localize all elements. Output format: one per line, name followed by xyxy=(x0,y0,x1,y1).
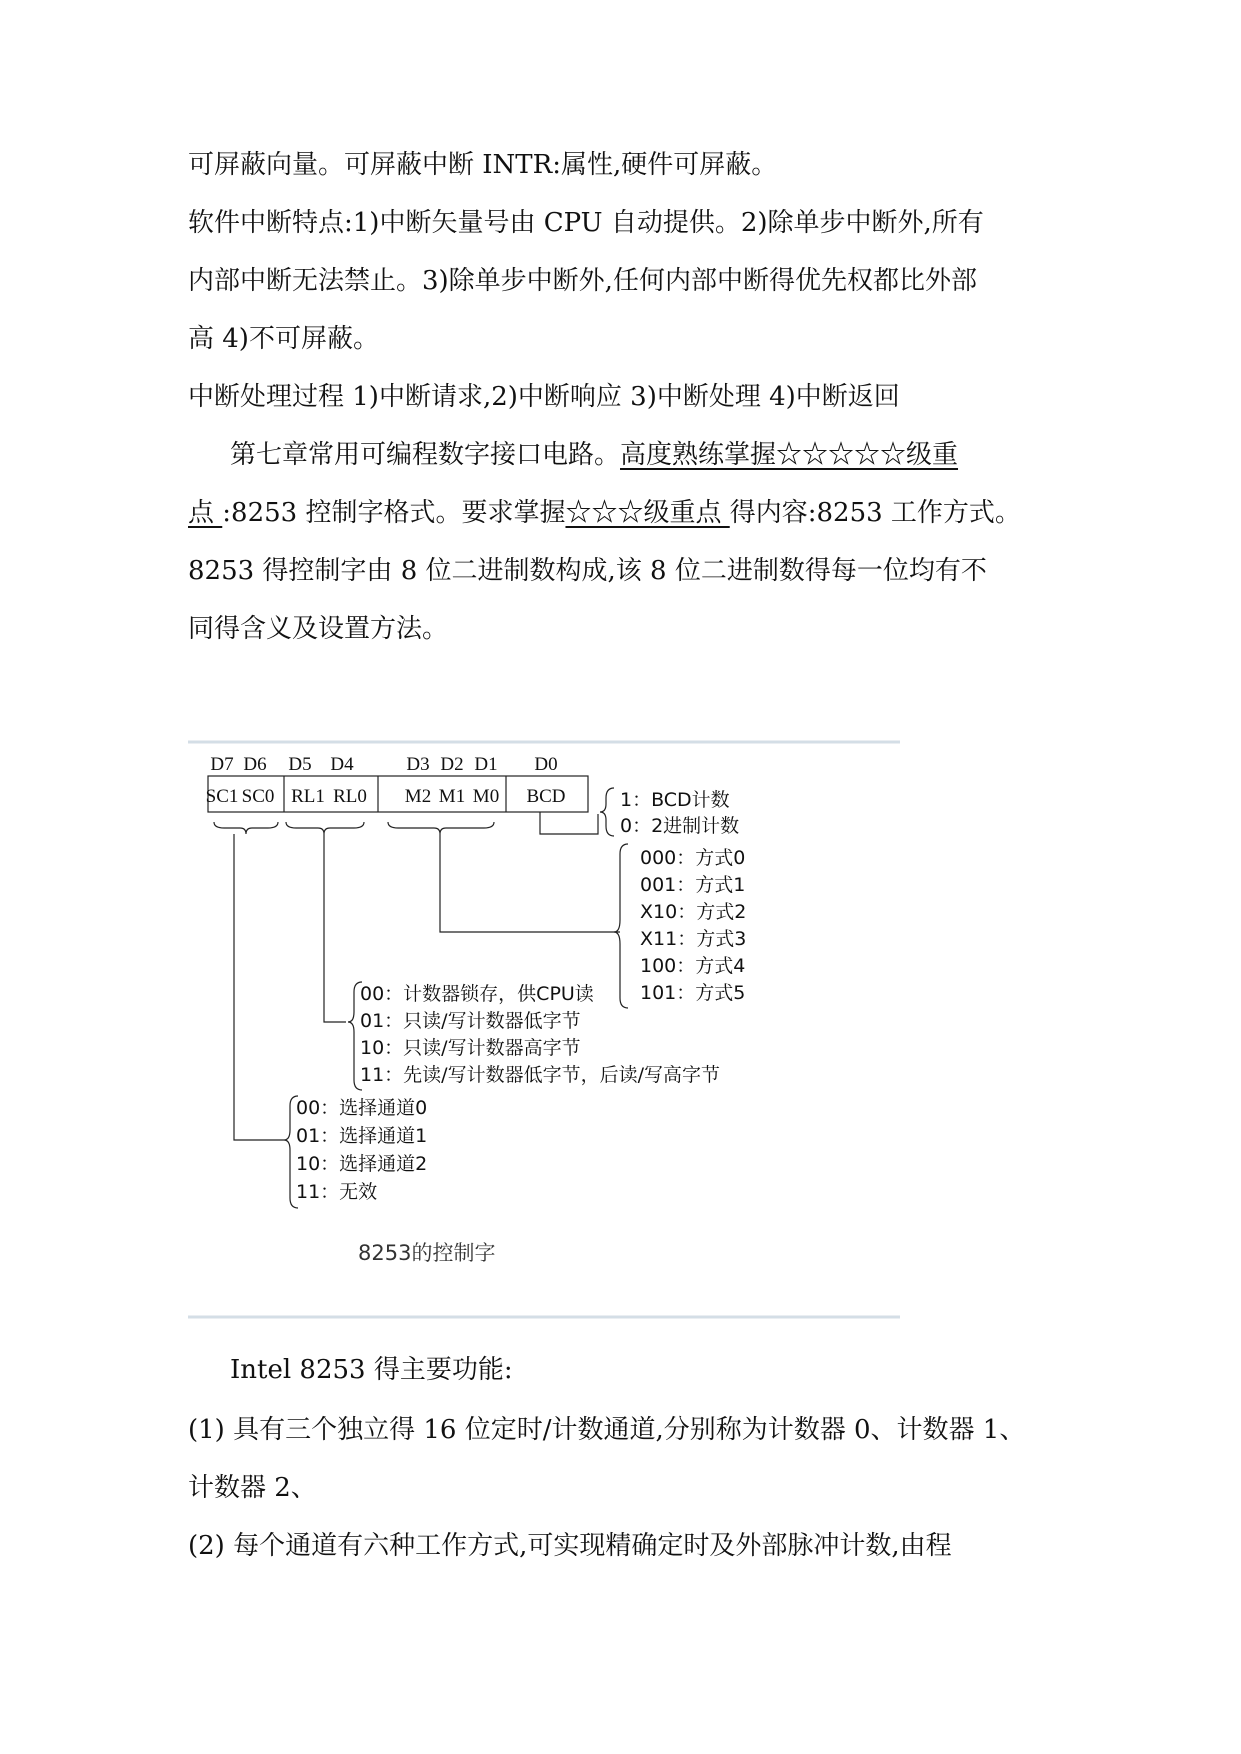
field-sc0: SC0 xyxy=(241,786,275,807)
control-word-diagram xyxy=(188,740,900,1320)
mode-option-0: 000：方式0 xyxy=(640,847,746,869)
mode-option-2: X10：方式2 xyxy=(640,901,747,923)
bit-label-d0: D0 xyxy=(534,754,558,775)
field-m0: M0 xyxy=(472,786,500,807)
paragraph-software-interrupt-1: 软件中断特点:1)中断矢量号由 CPU 自动提供。2)除单步中断外,所有 xyxy=(188,208,984,238)
rl-option-10: 10：只读/写计数器高字节 xyxy=(360,1037,581,1059)
paragraph-interrupt-process: 中断处理过程 1)中断请求,2)中断响应 3)中断处理 4)中断返回 xyxy=(188,382,900,412)
paragraph-chapter7-line2 xyxy=(188,493,1078,533)
mode-option-5: 101：方式5 xyxy=(640,982,746,1004)
bcd-option-0: 0：2进制计数 xyxy=(620,815,740,837)
field-m2: M2 xyxy=(404,786,432,807)
rl-option-01: 01：只读/写计数器低字节 xyxy=(360,1010,581,1032)
bit-label-d2: D2 xyxy=(440,754,464,775)
chapter7-text-end: 得内容:8253 工作方式。 xyxy=(729,498,1021,528)
field-sc1: SC1 xyxy=(205,786,239,807)
rl-option-11: 11：先读/写计数器低字节，后读/写高字节 xyxy=(360,1064,720,1086)
field-bcd: BCD xyxy=(526,786,566,807)
paragraph-function-1-line1: (1) 具有三个独立得 16 位定时/计数通道,分别称为计数器 0、计数器 1、 xyxy=(188,1415,1026,1445)
paragraph-function-2: (2) 每个通道有六种工作方式,可实现精确定时及外部脉冲计数,由程 xyxy=(188,1531,952,1561)
bit-label-d7: D7 xyxy=(210,754,234,775)
mode-option-3: X11：方式3 xyxy=(640,928,747,950)
field-m1: M1 xyxy=(438,786,466,807)
chapter7-title: 第七章常用可编程数字接口电路。 xyxy=(230,440,621,470)
chapter7-text: :8253 控制字格式。要求掌握 xyxy=(222,498,566,528)
paragraph-control-word-2: 同得含义及设置方法。 xyxy=(188,614,449,644)
bit-label-d3: D3 xyxy=(406,754,430,775)
paragraph-chapter7-line1 xyxy=(230,435,1120,475)
mode-option-1: 001：方式1 xyxy=(640,874,746,896)
chapter7-emphasis-1: 高度熟练掌握☆☆☆☆☆级重 xyxy=(620,440,959,470)
sc-option-11: 11：无效 xyxy=(296,1181,378,1203)
paragraph-control-word-1: 8253 得控制字由 8 位二进制数构成,该 8 位二进制数得每一位均有不 xyxy=(188,556,987,586)
field-underbraces xyxy=(214,822,494,834)
chapter7-emphasis-1-end: 点 xyxy=(188,498,223,528)
paragraph-intel-8253-functions: Intel 8253 得主要功能: xyxy=(230,1355,513,1385)
sc-option-01: 01：选择通道1 xyxy=(296,1125,428,1147)
paragraph-software-interrupt-3: 高 4)不可屏蔽。 xyxy=(188,324,379,354)
paragraph-software-interrupt-2: 内部中断无法禁止。3)除单步中断外,任何内部中断得优先权都比外部 xyxy=(188,266,977,296)
rl-option-00: 00：计数器锁存，供CPU读 xyxy=(360,983,594,1005)
figure-caption: 8253的控制字 xyxy=(358,1241,496,1265)
chapter7-emphasis-2: ☆☆☆级重点 xyxy=(565,498,730,528)
bit-label-d5: D5 xyxy=(288,754,312,775)
paragraph-interrupt-intr: 可屏蔽向量。可屏蔽中断 INTR:属性,硬件可屏蔽。 xyxy=(188,150,778,180)
bcd-option-1: 1：BCD计数 xyxy=(620,789,730,811)
field-rl1: RL1 xyxy=(291,786,325,807)
paragraph-function-1-line2: 计数器 2、 xyxy=(188,1473,317,1503)
bit-label-d6: D6 xyxy=(243,754,267,775)
field-rl0: RL0 xyxy=(333,786,367,807)
bit-label-d4: D4 xyxy=(330,754,354,775)
sc-option-10: 10：选择通道2 xyxy=(296,1153,428,1175)
sc-option-00: 00：选择通道0 xyxy=(296,1097,428,1119)
control-word-figure xyxy=(188,740,900,1320)
connector-lines xyxy=(234,812,620,1140)
bit-label-d1: D1 xyxy=(474,754,498,775)
mode-option-4: 100：方式4 xyxy=(640,955,746,977)
